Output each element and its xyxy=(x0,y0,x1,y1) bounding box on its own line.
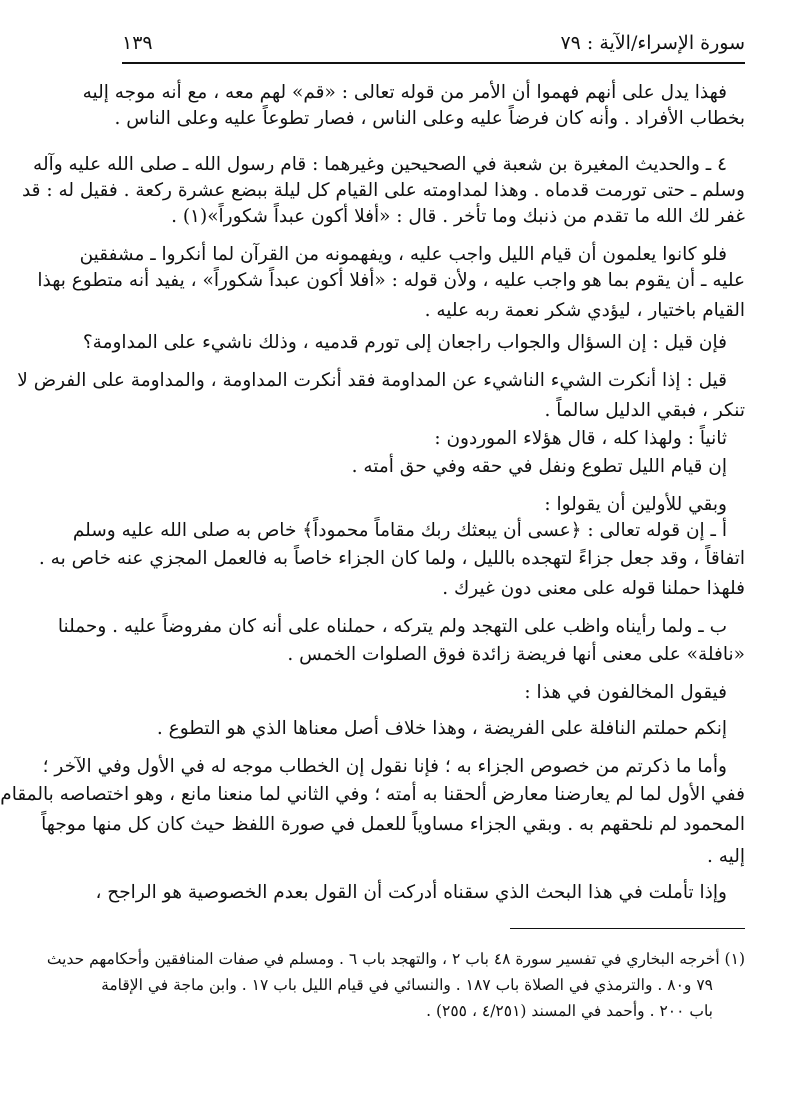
running-header xyxy=(122,28,745,64)
body-line: ثانياً : ولهذا كله ، قال هؤلاء الموردون : xyxy=(434,428,727,449)
body-line: وبقي للأولين أن يقولوا : xyxy=(544,494,727,515)
body-line: عليه ـ أن يقوم بما هو واجب عليه ، ولأن قوله : «أفلا أكون عبداً شكوراً» ، يفيد أنه متطوع بهذا xyxy=(37,270,745,291)
footnote-line: ٧٩ و٨٠ . والترمذي في الصلاة باب ١٨٧ . والنسائي في قيام الليل باب ١٧ . وابن ماجة في الإقامة xyxy=(101,976,713,994)
footnote-line: (١) أخرجه البخاري في تفسير سورة ٤٨ باب ٢ ، والتهجد باب ٦ . ومسلم في صفات المنافقين وأحكامهم حديث xyxy=(46,950,745,968)
body-line: اتفاقاً ، وقد جعل جزاءً لتهجده بالليل ، ولما كان الجزاء خاصاً به فالعمل المجزي عنه خاص به . xyxy=(38,548,745,569)
page-number: ١٣٩ xyxy=(122,32,153,54)
body-line: بخطاب الأفراد . وأنه كان فرضاً عليه وعلى الناس ، فصار تطوعاً عليه وعلى الناس . xyxy=(114,108,745,129)
body-line: ٤ ـ والحديث المغيرة بن شعبة في الصحيحين وغيرهما : قام رسول الله ـ صلى الله عليه وآله xyxy=(33,154,727,175)
body-line: ب ـ ولما رأيناه واظب على التهجد ولم يتركه ، حملناه على أنه كان مفروضاً عليه . وحملنا xyxy=(57,616,727,637)
body-line: فإن قيل : إن السؤال والجواب راجعان إلى تورم قدميه ، وذلك ناشيء على المداومة؟ xyxy=(82,332,727,353)
body-line: إليه . xyxy=(706,846,745,867)
body-line: وإذا تأملت في هذا البحث الذي سقناه أدركت أن القول بعدم الخصوصية هو الراجح ، xyxy=(95,882,727,903)
body-line: وأما ما ذكرتم من خصوص الجزاء به ؛ فإنا نقول إن الخطاب موجه له في الأول وفي الآخر ؛ xyxy=(42,756,727,777)
body-line: تنكر ، فبقي الدليل سالماً . xyxy=(544,400,745,421)
body-line: ففي الأول لما لم يعارضنا معارض ألحقنا به أمته ؛ وفي الثاني لما منعنا مانع ، وهو اختصاصه بالمقام xyxy=(0,784,745,805)
body-line: فلهذا حملنا قوله على معنى دون غيرك . xyxy=(442,578,745,599)
body-line: إنكم حملتم النافلة على الفريضة ، وهذا خلاف أصل معناها الذي هو التطوع . xyxy=(156,718,727,739)
body-line: أ ـ إن قوله تعالى : ﴿عسى أن يبعثك ربك مقاماً محموداً﴾ خاص به صلى الله عليه وسلم xyxy=(72,520,727,541)
footnote-line: باب ٢٠٠ . وأحمد في المسند (٤/٢٥١ ، ٢٥٥) . xyxy=(426,1002,713,1020)
body-line: إن قيام الليل تطوع ونفل في حقه وفي حق أمته . xyxy=(351,456,727,477)
body-line: القيام باختيار ، ليؤدي شكر نعمة ربه عليه . xyxy=(424,300,745,321)
footnote-separator xyxy=(510,928,745,929)
body-line: فيقول المخالفون في هذا : xyxy=(524,682,727,703)
body-line: قيل : إذا أنكرت الشيء الناشيء عن المداومة فقد أنكرت المداومة ، والمداومة على الفرض لا xyxy=(17,370,727,391)
body-line: فهذا يدل على أنهم فهموا أن الأمر من قوله تعالى : «قم» لهم معه ، مع أنه موجه إليه xyxy=(82,82,727,103)
body-line: فلو كانوا يعلمون أن قيام الليل واجب عليه ، ويفهمونه من القرآن لما أنكروا ـ مشفقين xyxy=(79,244,727,265)
body-line: غفر لك الله ما تقدم من ذنبك وما تأخر . قال : «أفلا أكون عبداً شكوراً»(١) . xyxy=(171,206,745,227)
body-line: وسلم ـ حتى تورمت قدماه . وهذا لمداومته على القيام كل ليلة ببضع عشرة ركعة . فقيل له : قد xyxy=(21,180,745,201)
body-line: المحمود لم نلحقهم به . وبقي الجزاء مساوياً للعمل في صورة اللفظ حيث كان كل منها موجهاً xyxy=(41,814,745,835)
body-line: «نافلة» على معنى أنها فريضة زائدة فوق الصلوات الخمس . xyxy=(287,644,745,665)
header-title: سورة الإسراء/الآية : ٧٩ xyxy=(560,32,745,54)
